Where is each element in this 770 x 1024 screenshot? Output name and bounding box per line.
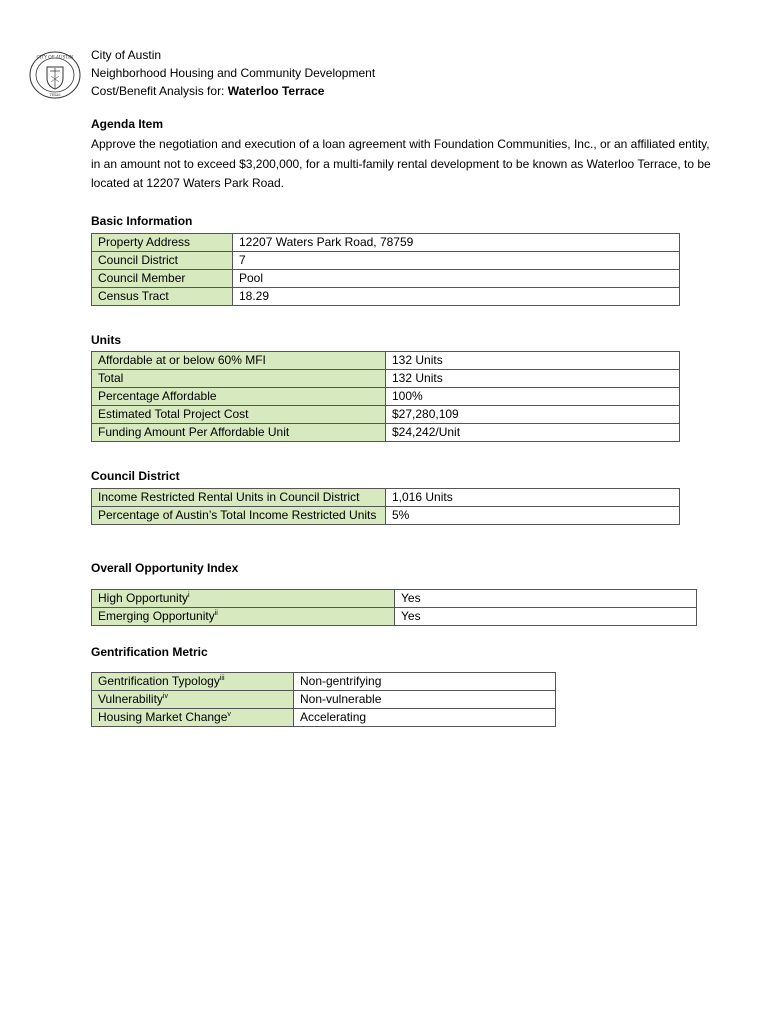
table-row	[92, 709, 556, 727]
svg-text:CITY OF AUSTIN: CITY OF AUSTIN	[36, 54, 74, 60]
row-value: 18.29	[233, 288, 680, 306]
row-label: Funding Amount Per Affordable Unit	[92, 424, 386, 442]
table-row	[92, 288, 680, 306]
basic-info-heading: Basic Information	[91, 214, 193, 228]
gentrification-table	[91, 672, 556, 727]
row-label: Housing Market Change$^v$	[92, 709, 294, 727]
row-value: Non-gentrifying	[294, 673, 556, 691]
footnote-marker: iii	[219, 675, 225, 682]
footnote-marker: i	[188, 592, 190, 599]
analysis-title	[91, 82, 375, 100]
row-label: Council District	[92, 252, 233, 270]
row-value: 132 Units	[386, 352, 680, 370]
row-value: Non-vulnerable	[294, 691, 556, 709]
opportunity-table	[91, 589, 697, 626]
council-district-heading: Council District	[91, 469, 180, 483]
table-row	[92, 252, 680, 270]
footnote-marker: v	[227, 711, 231, 718]
table-row	[92, 489, 680, 507]
row-label: Property Address	[92, 234, 233, 252]
svg-text:TEXAS: TEXAS	[49, 93, 61, 97]
analysis-prefix: Cost/Benefit Analysis for:	[91, 84, 225, 98]
table-row	[92, 370, 680, 388]
row-label: Gentrification Typology$^{iii}$	[92, 673, 294, 691]
row-label: Percentage of Austin’s Total Income Restricted Units	[92, 507, 386, 525]
row-value: $24,242/Unit	[386, 424, 680, 442]
row-label: Affordable at or below 60% MFI	[92, 352, 386, 370]
row-value: Accelerating	[294, 709, 556, 727]
table-row	[92, 234, 680, 252]
row-label: Vulnerability$^{iv}$	[92, 691, 294, 709]
row-value: 5%	[386, 507, 680, 525]
department-name: Neighborhood Housing and Community Development	[91, 66, 376, 80]
row-value: Yes	[395, 590, 697, 608]
basic-info-table	[91, 233, 680, 306]
row-value: 1,016 Units	[386, 489, 680, 507]
project-name: Waterloo Terrace	[227, 84, 325, 98]
row-value: Pool	[233, 270, 680, 288]
table-row	[92, 691, 556, 709]
table-row	[92, 424, 680, 442]
row-value: $27,280,109	[386, 406, 680, 424]
row-label: Total	[92, 370, 386, 388]
row-value: Yes	[395, 608, 697, 626]
table-row	[92, 608, 697, 626]
council-district-table	[91, 488, 680, 525]
table-row	[92, 270, 680, 288]
footnote-marker: ii	[214, 610, 218, 617]
table-row	[92, 388, 680, 406]
city-seal-logo	[28, 50, 82, 100]
table-row	[92, 590, 697, 608]
agenda-text: Approve the negotiation and execution of a loan agreement with Foundation Communities, Inc., or an affiliated entity, in an amount not to exceed $3,200,000, for a multi-family rental development to be known as Waterloo Terrace, to be located at 12207 Waters Park Road.	[91, 137, 711, 190]
agenda-heading: Agenda Item	[91, 117, 164, 131]
footnote-marker: iv	[162, 693, 168, 700]
row-label: Emerging Opportunity$^{ii}$	[92, 608, 395, 626]
row-label: Council Member	[92, 270, 233, 288]
row-label: Percentage Affordable	[92, 388, 386, 406]
units-table	[91, 351, 680, 442]
row-value: 7	[233, 252, 680, 270]
row-label: Estimated Total Project Cost	[92, 406, 386, 424]
org-name: City of Austin	[91, 48, 162, 62]
table-row	[92, 673, 556, 691]
row-label: High Opportunity$^i$	[92, 590, 395, 608]
row-value: 100%	[386, 388, 680, 406]
gentrification-heading: Gentrification Metric	[91, 645, 208, 659]
row-value: 12207 Waters Park Road, 78759	[233, 234, 680, 252]
document-header	[91, 46, 375, 100]
row-label: Census Tract	[92, 288, 233, 306]
row-label: Income Restricted Rental Units in Council District	[92, 489, 386, 507]
units-heading: Units	[91, 333, 121, 347]
table-row	[92, 507, 680, 525]
table-row	[92, 352, 680, 370]
opportunity-heading: Overall Opportunity Index	[91, 561, 239, 575]
table-row	[92, 406, 680, 424]
row-value: 132 Units	[386, 370, 680, 388]
